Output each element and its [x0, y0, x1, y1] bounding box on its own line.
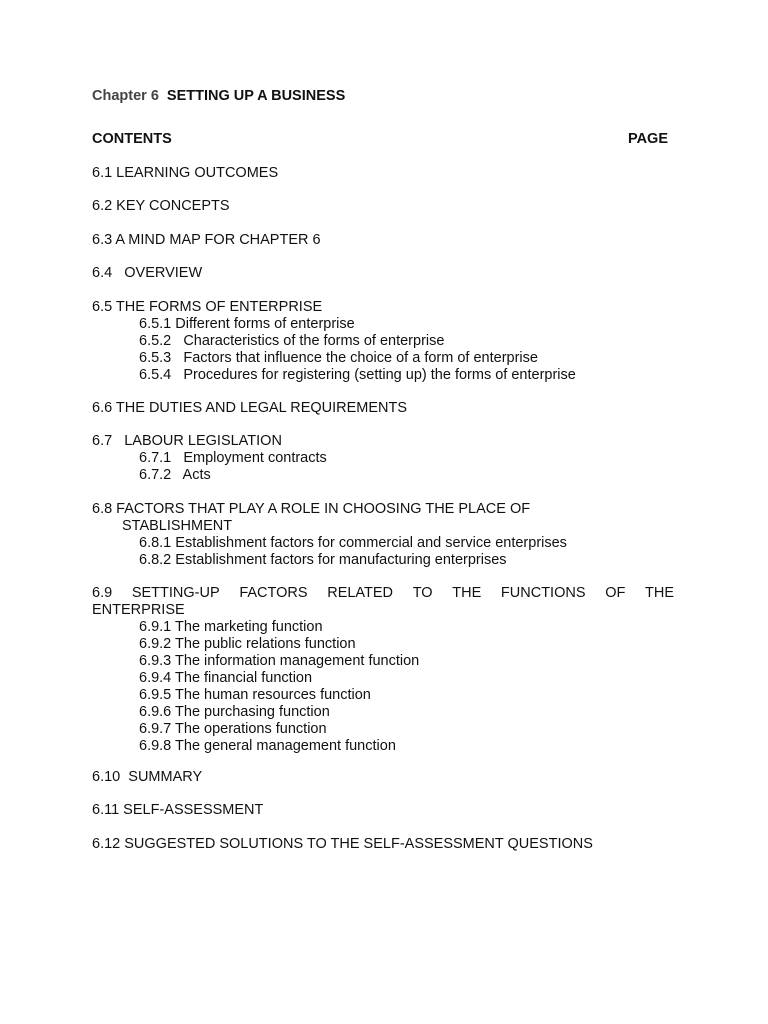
- toc-entry-6-9-word: SETTING-UP: [131, 585, 220, 601]
- toc-subentry-6-5-4: 6.5.4 Procedures for registering (setting up) the forms of enterprise: [139, 367, 576, 383]
- toc-entry-6-9-word: THE: [452, 585, 482, 601]
- toc-entry-6-9-word: THE: [645, 585, 674, 601]
- toc-entry-6-9-word: FUNCTIONS: [500, 585, 586, 601]
- toc-entry-6-4: 6.4 OVERVIEW: [92, 265, 203, 281]
- toc-entry-6-6: 6.6 THE DUTIES AND LEGAL REQUIREMENTS: [92, 400, 408, 416]
- contents-label: CONTENTS: [92, 131, 172, 147]
- toc-subentry-6-8-1: 6.8.1 Establishment factors for commercial and service enterprises: [139, 535, 567, 551]
- toc-entry-6-8: 6.8 FACTORS THAT PLAY A ROLE IN CHOOSING THE PLACE OF: [92, 501, 531, 517]
- toc-subentry-6-9-2: 6.9.2 The public relations function: [139, 636, 356, 652]
- toc-entry-6-7: 6.7 LABOUR LEGISLATION: [92, 433, 282, 449]
- contents-header: [92, 131, 668, 148]
- toc-entry-6-12: 6.12 SUGGESTED SOLUTIONS TO THE SELF-ASSESSMENT QUESTIONS: [92, 836, 593, 852]
- toc-entry-6-1: 6.1 LEARNING OUTCOMES: [92, 165, 279, 181]
- toc-section-6-8: [92, 501, 674, 569]
- toc-entry-6-3: 6.3 A MIND MAP FOR CHAPTER 6: [92, 232, 321, 248]
- toc-subentry-6-9-6: 6.9.6 The purchasing function: [139, 704, 330, 720]
- toc-subentry-6-9-7: 6.9.7 The operations function: [139, 721, 327, 737]
- toc-entry-6-5: 6.5 THE FORMS OF ENTERPRISE: [92, 299, 323, 315]
- toc-section-6-5: [92, 299, 674, 384]
- chapter-title: SETTING UP A BUSINESS: [166, 88, 346, 104]
- toc-subentry-6-9-1: 6.9.1 The marketing function: [139, 619, 323, 635]
- toc-subentry-6-9-8: 6.9.8 The general management function: [139, 738, 396, 754]
- toc-entry-6-10: 6.10 SUMMARY: [92, 769, 203, 785]
- toc-entry-6-2: 6.2 KEY CONCEPTS: [92, 198, 230, 214]
- toc-section-6-9: [92, 585, 674, 755]
- toc-entry-6-9: [92, 585, 674, 602]
- toc-entry-6-9-word: TO: [412, 585, 433, 601]
- toc-entry-6-9-continued: ENTERPRISE: [92, 602, 185, 618]
- toc-entry-6-9-word: OF: [605, 585, 626, 601]
- toc-subentry-6-7-2: 6.7.2 Acts: [139, 467, 211, 483]
- chapter-heading: [92, 88, 345, 105]
- toc-entry-6-9-word: FACTORS: [239, 585, 308, 601]
- toc-entry-6-11: 6.11 SELF-ASSESSMENT: [92, 802, 264, 818]
- toc-subentry-6-9-4: 6.9.4 The financial function: [139, 670, 313, 686]
- toc-subentry-6-8-2: 6.8.2 Establishment factors for manufacturing enterprises: [139, 552, 507, 568]
- page-column-label: PAGE: [627, 131, 668, 147]
- toc-entry-6-9-word: 6.9: [92, 585, 113, 601]
- toc-section-6-7: [92, 433, 674, 484]
- chapter-label: Chapter 6: [92, 88, 159, 104]
- toc-subentry-6-5-3: 6.5.3 Factors that influence the choice of a form of enterprise: [139, 350, 538, 366]
- toc-subentry-6-5-2: 6.5.2 Characteristics of the forms of enterprise: [139, 333, 445, 349]
- toc-entry-6-9-word: RELATED: [327, 585, 394, 601]
- toc-subentry-6-9-5: 6.9.5 The human resources function: [139, 687, 371, 703]
- toc-subentry-6-5-1: 6.5.1 Different forms of enterprise: [139, 316, 355, 332]
- toc-entry-6-8-continued: STABLISHMENT: [122, 518, 233, 534]
- toc-subentry-6-9-3: 6.9.3 The information management function: [139, 653, 420, 669]
- toc-subentry-6-7-1: 6.7.1 Employment contracts: [139, 450, 327, 466]
